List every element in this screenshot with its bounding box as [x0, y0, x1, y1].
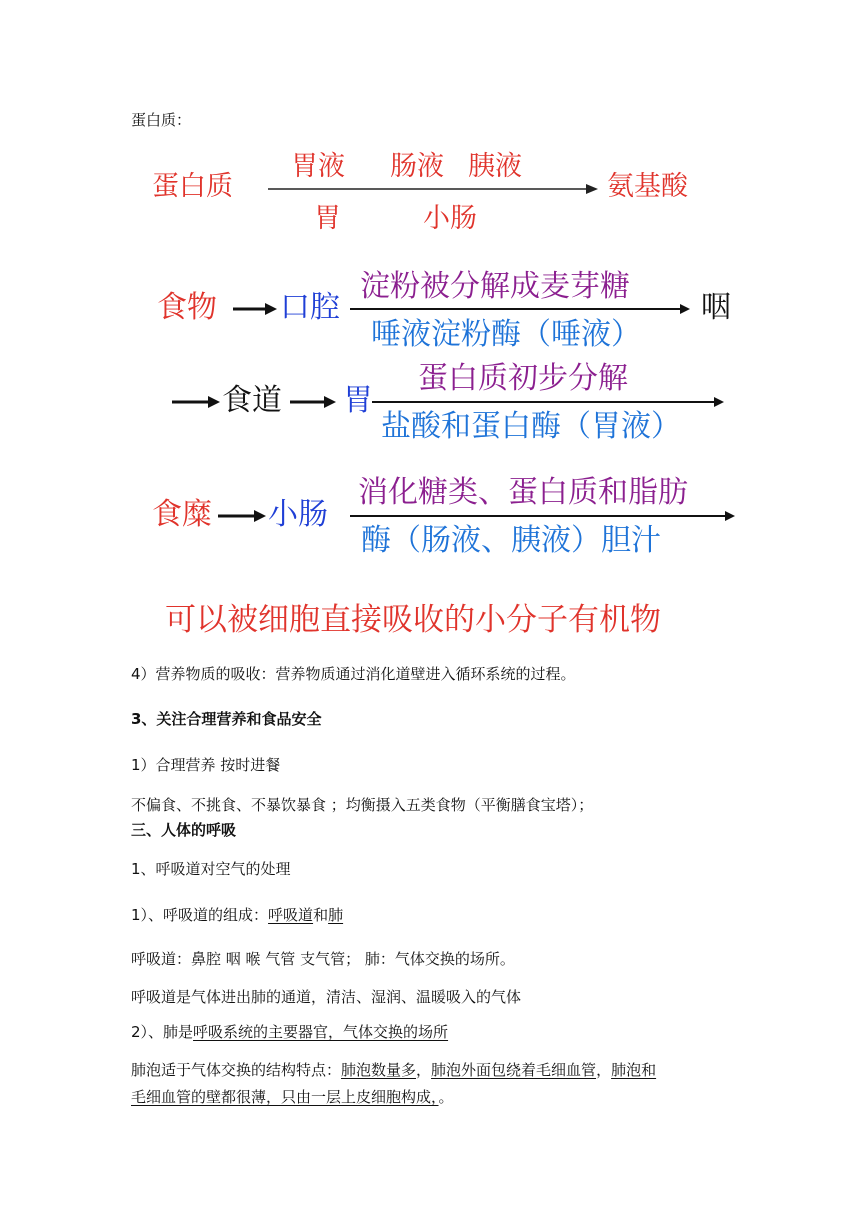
- flow-process: 淀粉被分解成麦芽糖: [360, 269, 630, 304]
- section-heading: 3、关注合理营养和食品安全: [131, 710, 322, 728]
- flow-start: 食糜: [152, 497, 212, 532]
- diagram-label-above: 肠液: [390, 151, 444, 182]
- diagram-label-above: 胰液: [468, 151, 522, 182]
- flow-process: 蛋白质初步分解: [418, 361, 628, 396]
- paragraph: 1）合理营养 按时进餐: [131, 756, 281, 774]
- underlined-text: 肺泡外面包绕着毛细血管: [431, 1061, 597, 1079]
- flow-arrow: [372, 396, 724, 408]
- diagram-arrow: [268, 183, 598, 195]
- text: 2）、肺是: [131, 1023, 194, 1041]
- underlined-text: 肺泡和: [611, 1061, 657, 1079]
- paragraph: [131, 1060, 656, 1080]
- paragraph: [131, 905, 343, 925]
- underlined-text: 毛细血管的壁都很薄，只由一层上皮细胞构成，: [131, 1088, 439, 1106]
- text: ，: [596, 1061, 612, 1079]
- flow-end: 咽: [701, 290, 731, 325]
- flow-organ: 胃: [343, 383, 373, 418]
- section-label: 蛋白质：: [131, 111, 192, 129]
- paragraph: 1、呼吸道对空气的处理: [131, 860, 291, 878]
- flow-arrow: [290, 396, 336, 408]
- diagram-end: 氨基酸: [607, 171, 688, 202]
- text: 。: [438, 1088, 454, 1106]
- flow-organ: 小肠: [268, 497, 328, 532]
- section-heading: 三、人体的呼吸: [131, 821, 237, 839]
- flow-start: 食物: [157, 290, 217, 325]
- underlined-text: 呼吸道: [268, 906, 314, 924]
- paragraph: 4）营养物质的吸收：营养物质通过消化道壁进入循环系统的过程。: [131, 665, 576, 683]
- flow-organ: 口腔: [280, 290, 340, 325]
- paragraph: 呼吸道是气体进出肺的通道，清洁、湿润、温暖吸入的气体: [131, 988, 522, 1006]
- flow-arrow: [172, 396, 220, 408]
- underlined-text: 肺泡数量多: [341, 1061, 417, 1079]
- text: 肺泡适于气体交换的结构特点：: [131, 1061, 342, 1079]
- flow-start: 食道: [222, 383, 282, 418]
- diagram-label-below: 胃: [314, 203, 341, 234]
- paragraph: 呼吸道：鼻腔 咽 喉 气管 支气管； 肺：气体交换的场所。: [131, 950, 515, 968]
- flow-agent: 盐酸和蛋白酶（胃液）: [381, 409, 681, 444]
- flow-arrow: [350, 510, 735, 522]
- underlined-text: 呼吸系统的主要器官，气体交换的场所: [193, 1023, 449, 1041]
- paragraph: [131, 1087, 454, 1107]
- flow-conclusion: 可以被细胞直接吸收的小分子有机物: [165, 602, 661, 638]
- diagram-label-below: 小肠: [423, 203, 477, 234]
- flow-process: 消化糖类、蛋白质和脂肪: [358, 475, 688, 510]
- text: ，: [416, 1061, 432, 1079]
- flow-arrow: [233, 303, 277, 315]
- flow-agent: 酶（肠液、胰液）胆汁: [361, 523, 661, 558]
- flow-agent: 唾液淀粉酶（唾液）: [371, 317, 641, 352]
- underlined-text: 肺: [328, 906, 344, 924]
- flow-arrow: [218, 510, 266, 522]
- paragraph: 不偏食、不挑食、不暴饮暴食 ；均衡摄入五类食物（平衡膳食宝塔）；: [131, 796, 594, 814]
- diagram-start: 蛋白质: [152, 171, 233, 202]
- text: 1）、呼吸道的组成：: [131, 906, 269, 924]
- text: 和: [313, 906, 329, 924]
- diagram-label-above: 胃液: [291, 151, 345, 182]
- flow-arrow: [350, 303, 690, 315]
- paragraph: [131, 1022, 448, 1042]
